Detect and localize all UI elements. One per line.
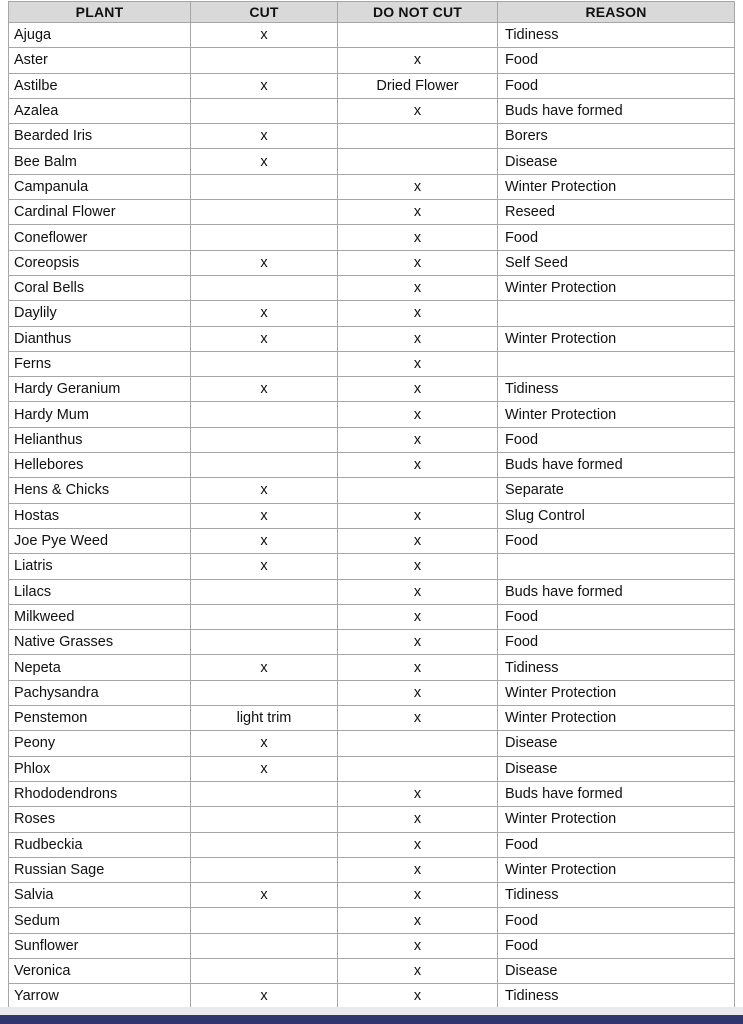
table-row <box>9 655 735 680</box>
reason-cell: Disease <box>498 756 735 781</box>
column-header-plant: PLANT <box>9 2 191 23</box>
cut-cell <box>191 98 338 123</box>
table-row <box>9 73 735 98</box>
plant-cell: Ajuga <box>9 23 191 48</box>
plant-cell: Coneflower <box>9 225 191 250</box>
plant-cell: Aster <box>9 48 191 73</box>
cut-cell <box>191 807 338 832</box>
table-row <box>9 857 735 882</box>
reason-cell: Tidiness <box>498 655 735 680</box>
do-not-cut-cell: x <box>338 781 498 806</box>
table-row <box>9 706 735 731</box>
do-not-cut-cell: x <box>338 554 498 579</box>
cut-cell: x <box>191 528 338 553</box>
footer-strip <box>0 1007 743 1015</box>
do-not-cut-cell: x <box>338 807 498 832</box>
do-not-cut-cell: x <box>338 857 498 882</box>
cut-cell <box>191 174 338 199</box>
plant-cell: Roses <box>9 807 191 832</box>
do-not-cut-cell <box>338 149 498 174</box>
plant-cell: Sedum <box>9 908 191 933</box>
cut-cell: x <box>191 731 338 756</box>
plant-cell: Native Grasses <box>9 630 191 655</box>
table-row <box>9 453 735 478</box>
reason-cell: Winter Protection <box>498 680 735 705</box>
cut-cell: light trim <box>191 706 338 731</box>
table-body <box>9 23 735 1010</box>
table-row <box>9 124 735 149</box>
do-not-cut-cell: x <box>338 377 498 402</box>
do-not-cut-cell: x <box>338 326 498 351</box>
plant-cell: Russian Sage <box>9 857 191 882</box>
do-not-cut-cell: x <box>338 933 498 958</box>
do-not-cut-cell: Dried Flower <box>338 73 498 98</box>
reason-cell: Food <box>498 427 735 452</box>
reason-cell: Winter Protection <box>498 857 735 882</box>
cut-cell <box>191 604 338 629</box>
reason-cell: Food <box>498 604 735 629</box>
reason-cell: Tidiness <box>498 377 735 402</box>
cut-cell: x <box>191 73 338 98</box>
table-row <box>9 174 735 199</box>
cut-cell: x <box>191 326 338 351</box>
do-not-cut-cell: x <box>338 402 498 427</box>
plant-cell: Lilacs <box>9 579 191 604</box>
table-row <box>9 832 735 857</box>
do-not-cut-cell: x <box>338 604 498 629</box>
plant-cell: Peony <box>9 731 191 756</box>
plant-cell: Liatris <box>9 554 191 579</box>
table-row <box>9 478 735 503</box>
table-row <box>9 48 735 73</box>
table-row <box>9 351 735 376</box>
table-row <box>9 23 735 48</box>
reason-cell: Buds have formed <box>498 453 735 478</box>
reason-cell: Winter Protection <box>498 402 735 427</box>
table-row <box>9 275 735 300</box>
cut-cell <box>191 781 338 806</box>
plant-cell: Ferns <box>9 351 191 376</box>
cut-cell <box>191 453 338 478</box>
reason-cell: Disease <box>498 149 735 174</box>
table-row <box>9 807 735 832</box>
cut-cell <box>191 427 338 452</box>
do-not-cut-cell: x <box>338 908 498 933</box>
do-not-cut-cell: x <box>338 680 498 705</box>
reason-cell: Food <box>498 528 735 553</box>
reason-cell: Food <box>498 933 735 958</box>
do-not-cut-cell <box>338 23 498 48</box>
do-not-cut-cell: x <box>338 275 498 300</box>
cut-cell <box>191 200 338 225</box>
cut-cell: x <box>191 377 338 402</box>
table-row <box>9 781 735 806</box>
footer-bar <box>0 1015 743 1024</box>
reason-cell: Disease <box>498 958 735 983</box>
plant-cell: Joe Pye Weed <box>9 528 191 553</box>
plant-cell: Rudbeckia <box>9 832 191 857</box>
plant-cell: Bearded Iris <box>9 124 191 149</box>
table-row <box>9 554 735 579</box>
plant-cell: Penstemon <box>9 706 191 731</box>
reason-cell: Slug Control <box>498 503 735 528</box>
plant-cell: Helianthus <box>9 427 191 452</box>
cut-cell <box>191 275 338 300</box>
table-row <box>9 984 735 1009</box>
table-row <box>9 680 735 705</box>
plant-cell: Daylily <box>9 301 191 326</box>
column-header-do-not-cut: DO NOT CUT <box>338 2 498 23</box>
cut-cell <box>191 630 338 655</box>
cut-cell <box>191 579 338 604</box>
column-header-reason: REASON <box>498 2 735 23</box>
cut-cell <box>191 351 338 376</box>
table-row <box>9 958 735 983</box>
do-not-cut-cell: x <box>338 98 498 123</box>
plant-cell: Milkweed <box>9 604 191 629</box>
reason-cell: Food <box>498 832 735 857</box>
do-not-cut-cell: x <box>338 832 498 857</box>
do-not-cut-cell <box>338 756 498 781</box>
table-row <box>9 756 735 781</box>
table-row <box>9 200 735 225</box>
table-row <box>9 731 735 756</box>
reason-cell: Food <box>498 48 735 73</box>
table-row <box>9 149 735 174</box>
cut-cell <box>191 402 338 427</box>
plant-cell: Rhododendrons <box>9 781 191 806</box>
plant-cell: Campanula <box>9 174 191 199</box>
do-not-cut-cell: x <box>338 453 498 478</box>
do-not-cut-cell: x <box>338 301 498 326</box>
do-not-cut-cell: x <box>338 528 498 553</box>
plant-cell: Yarrow <box>9 984 191 1009</box>
table-row <box>9 604 735 629</box>
plant-pruning-table <box>8 1 735 1010</box>
column-header-cut: CUT <box>191 2 338 23</box>
cut-cell <box>191 680 338 705</box>
reason-cell: Tidiness <box>498 883 735 908</box>
plant-cell: Bee Balm <box>9 149 191 174</box>
do-not-cut-cell: x <box>338 630 498 655</box>
cut-cell: x <box>191 250 338 275</box>
table-row <box>9 630 735 655</box>
table-row <box>9 301 735 326</box>
cut-cell: x <box>191 655 338 680</box>
plant-cell: Sunflower <box>9 933 191 958</box>
cut-cell <box>191 48 338 73</box>
plant-cell: Coral Bells <box>9 275 191 300</box>
table-row <box>9 933 735 958</box>
plant-cell: Azalea <box>9 98 191 123</box>
cut-cell <box>191 832 338 857</box>
cut-cell <box>191 933 338 958</box>
plant-cell: Hens & Chicks <box>9 478 191 503</box>
cut-cell: x <box>191 554 338 579</box>
table-row <box>9 377 735 402</box>
table-row <box>9 402 735 427</box>
reason-cell: Food <box>498 73 735 98</box>
reason-cell: Self Seed <box>498 250 735 275</box>
plant-cell: Astilbe <box>9 73 191 98</box>
do-not-cut-cell: x <box>338 225 498 250</box>
reason-cell: Food <box>498 630 735 655</box>
table-row <box>9 427 735 452</box>
plant-cell: Hardy Mum <box>9 402 191 427</box>
table-row <box>9 98 735 123</box>
do-not-cut-cell: x <box>338 48 498 73</box>
reason-cell: Buds have formed <box>498 579 735 604</box>
do-not-cut-cell: x <box>338 351 498 376</box>
do-not-cut-cell: x <box>338 250 498 275</box>
table-row <box>9 250 735 275</box>
table-row <box>9 326 735 351</box>
reason-cell <box>498 301 735 326</box>
do-not-cut-cell <box>338 124 498 149</box>
do-not-cut-cell <box>338 731 498 756</box>
plant-cell: Salvia <box>9 883 191 908</box>
cut-cell: x <box>191 23 338 48</box>
plant-cell: Hostas <box>9 503 191 528</box>
do-not-cut-cell: x <box>338 958 498 983</box>
table-row <box>9 503 735 528</box>
reason-cell: Winter Protection <box>498 706 735 731</box>
do-not-cut-cell: x <box>338 706 498 731</box>
table-row <box>9 908 735 933</box>
cut-cell: x <box>191 301 338 326</box>
cut-cell: x <box>191 984 338 1009</box>
cut-cell <box>191 857 338 882</box>
plant-cell: Hardy Geranium <box>9 377 191 402</box>
table-row <box>9 528 735 553</box>
reason-cell <box>498 554 735 579</box>
reason-cell: Reseed <box>498 200 735 225</box>
plant-cell: Veronica <box>9 958 191 983</box>
reason-cell: Winter Protection <box>498 326 735 351</box>
plant-cell: Hellebores <box>9 453 191 478</box>
cut-cell: x <box>191 149 338 174</box>
cut-cell <box>191 908 338 933</box>
table-row <box>9 883 735 908</box>
do-not-cut-cell: x <box>338 579 498 604</box>
reason-cell: Tidiness <box>498 984 735 1009</box>
reason-cell: Buds have formed <box>498 781 735 806</box>
reason-cell <box>498 351 735 376</box>
reason-cell: Buds have formed <box>498 98 735 123</box>
do-not-cut-cell: x <box>338 984 498 1009</box>
cut-cell: x <box>191 756 338 781</box>
do-not-cut-cell: x <box>338 883 498 908</box>
cut-cell: x <box>191 478 338 503</box>
plant-cell: Nepeta <box>9 655 191 680</box>
plant-cell: Phlox <box>9 756 191 781</box>
cut-cell <box>191 225 338 250</box>
reason-cell: Tidiness <box>498 23 735 48</box>
do-not-cut-cell: x <box>338 200 498 225</box>
plant-cell: Pachysandra <box>9 680 191 705</box>
cut-cell: x <box>191 124 338 149</box>
do-not-cut-cell: x <box>338 427 498 452</box>
table-row <box>9 225 735 250</box>
reason-cell: Winter Protection <box>498 807 735 832</box>
reason-cell: Food <box>498 908 735 933</box>
do-not-cut-cell: x <box>338 503 498 528</box>
cut-cell <box>191 958 338 983</box>
plant-cell: Cardinal Flower <box>9 200 191 225</box>
cut-cell: x <box>191 503 338 528</box>
do-not-cut-cell: x <box>338 174 498 199</box>
header-row <box>9 2 735 23</box>
cut-cell: x <box>191 883 338 908</box>
reason-cell: Separate <box>498 478 735 503</box>
reason-cell: Winter Protection <box>498 275 735 300</box>
plant-cell: Dianthus <box>9 326 191 351</box>
reason-cell: Winter Protection <box>498 174 735 199</box>
do-not-cut-cell: x <box>338 655 498 680</box>
reason-cell: Disease <box>498 731 735 756</box>
do-not-cut-cell <box>338 478 498 503</box>
table-header <box>9 2 735 23</box>
reason-cell: Food <box>498 225 735 250</box>
plant-cell: Coreopsis <box>9 250 191 275</box>
reason-cell: Borers <box>498 124 735 149</box>
table-row <box>9 579 735 604</box>
